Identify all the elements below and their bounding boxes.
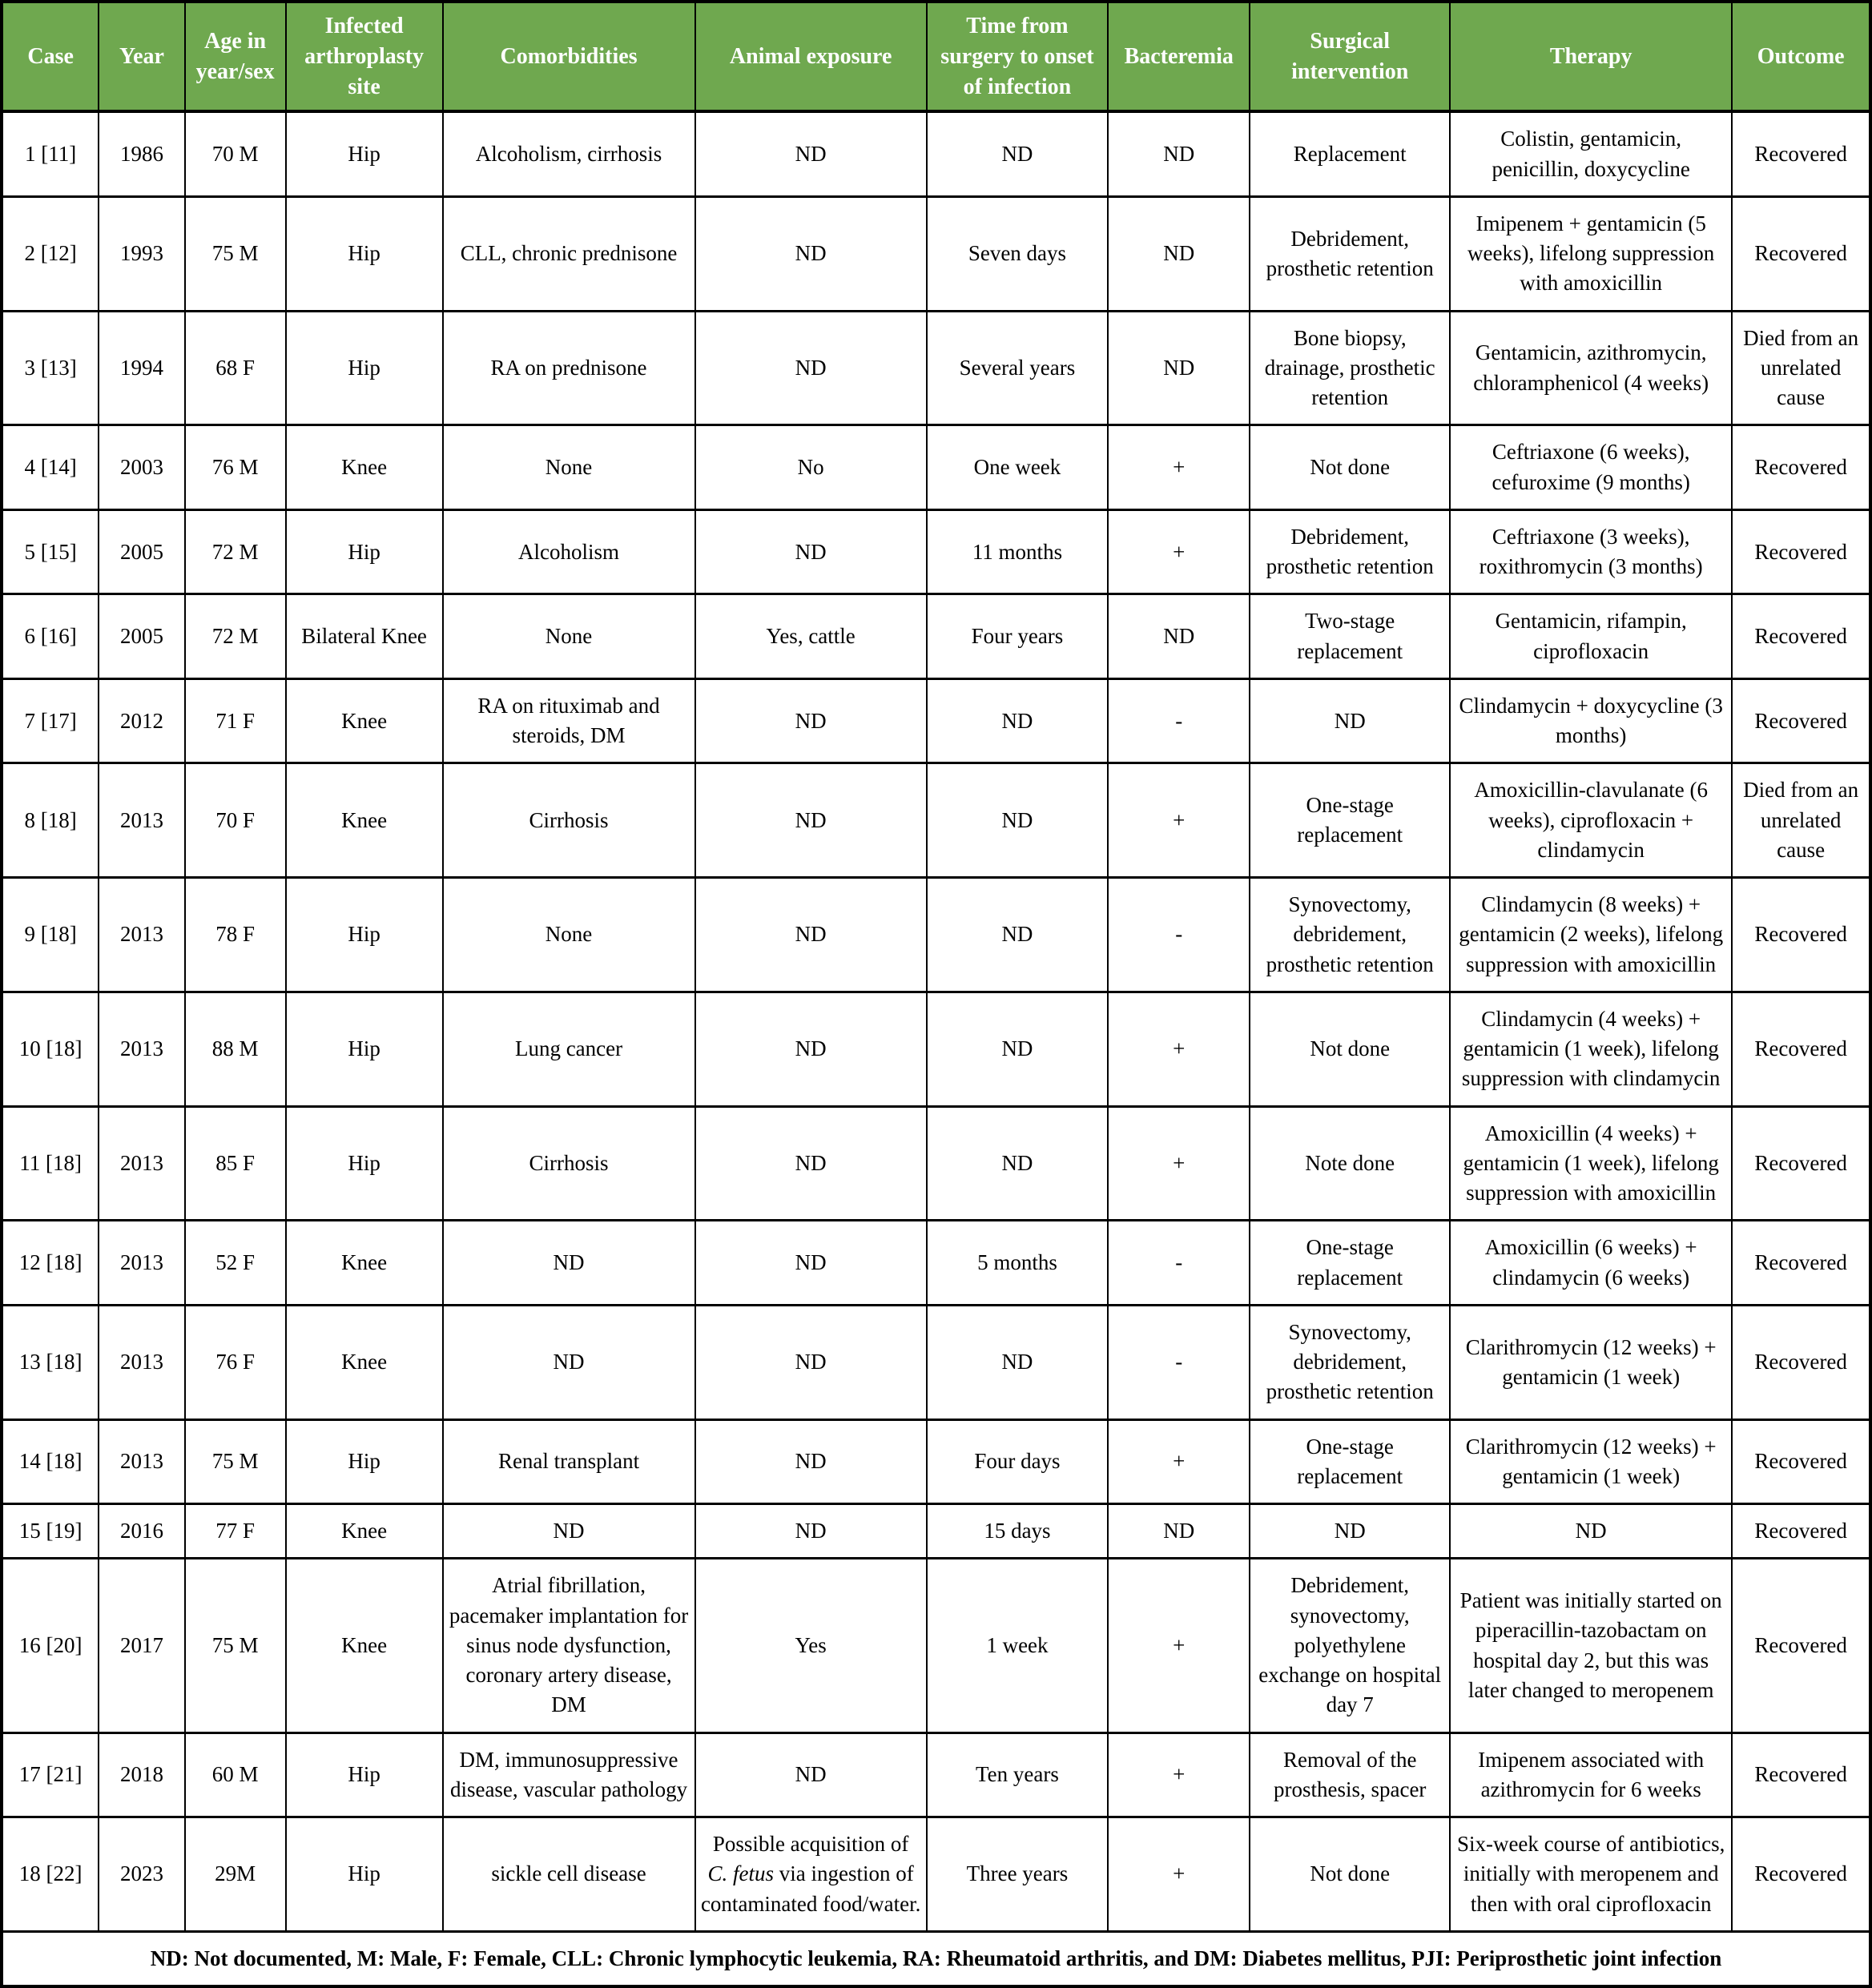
cell-time-to-onset: Several years: [927, 311, 1108, 425]
cell-therapy: Amoxicillin (6 weeks) + clindamycin (6 weeks): [1450, 1221, 1732, 1306]
cell-comorbidities: RA on prednisone: [443, 311, 695, 425]
cell-therapy: Amoxicillin (4 weeks) + gentamicin (1 week), lifelong suppression with amoxicillin: [1450, 1106, 1732, 1221]
cell-animal-exposure: ND: [695, 509, 927, 594]
cell-site: Knee: [286, 1504, 443, 1559]
cell-time-to-onset: Four years: [927, 594, 1108, 679]
cell-animal-exposure: ND: [695, 678, 927, 763]
table-row: [2, 1817, 1870, 1932]
cell-age-sex: 70 M: [185, 111, 286, 196]
cell-case: 6 [16]: [2, 594, 99, 679]
cell-outcome: Recovered: [1732, 1419, 1870, 1504]
cell-site: Hip: [286, 1817, 443, 1932]
cell-animal-exposure: Yes, cattle: [695, 594, 927, 679]
cell-comorbidities: Atrial fibrillation, pacemaker implantation for sinus node dysfunction, coronary artery disease, DM: [443, 1559, 695, 1732]
cell-year: 2005: [99, 594, 184, 679]
cell-case: 15 [19]: [2, 1504, 99, 1559]
table-row: [2, 1732, 1870, 1817]
cell-surgical-intervention: Not done: [1250, 425, 1450, 510]
cell-year: 2013: [99, 1106, 184, 1221]
cell-comorbidities: Cirrhosis: [443, 763, 695, 878]
cell-surgical-intervention: Two-stage replacement: [1250, 594, 1450, 679]
table-body: [2, 111, 1870, 1931]
cell-time-to-onset: Ten years: [927, 1732, 1108, 1817]
table-row: [2, 311, 1870, 425]
cell-animal-exposure: ND: [695, 878, 927, 992]
cell-bacteremia: ND: [1108, 1504, 1250, 1559]
cell-text: via ingestion of contaminated food/water.: [700, 1861, 921, 1916]
table-row: [2, 1221, 1870, 1306]
cell-site: Knee: [286, 678, 443, 763]
cell-surgical-intervention: One-stage replacement: [1250, 1419, 1450, 1504]
cell-outcome: Recovered: [1732, 196, 1870, 311]
cell-animal-exposure: No: [695, 425, 927, 510]
cell-case: 10 [18]: [2, 992, 99, 1106]
table-row: [2, 509, 1870, 594]
cell-surgical-intervention: One-stage replacement: [1250, 1221, 1450, 1306]
cell-therapy: Six-week course of antibiotics, initially with meropenem and then with oral ciprofloxacin: [1450, 1817, 1732, 1932]
cell-surgical-intervention: Synovectomy, debridement, prosthetic retention: [1250, 1305, 1450, 1419]
table-row: [2, 1305, 1870, 1419]
column-header-therapy: Therapy: [1450, 2, 1732, 111]
table-row: [2, 878, 1870, 992]
cell-comorbidities: Alcoholism: [443, 509, 695, 594]
cell-bacteremia: +: [1108, 1559, 1250, 1732]
cell-time-to-onset: ND: [927, 111, 1108, 196]
header-row: [2, 2, 1870, 111]
cell-bacteremia: +: [1108, 992, 1250, 1106]
cell-animal-exposure: ND: [695, 763, 927, 878]
cell-comorbidities: ND: [443, 1504, 695, 1559]
cell-case: 7 [17]: [2, 678, 99, 763]
cell-case: 3 [13]: [2, 311, 99, 425]
cell-time-to-onset: 5 months: [927, 1221, 1108, 1306]
table-row: [2, 594, 1870, 679]
cell-bacteremia: -: [1108, 1221, 1250, 1306]
cell-year: 2013: [99, 1305, 184, 1419]
cell-time-to-onset: ND: [927, 992, 1108, 1106]
cell-surgical-intervention: Note done: [1250, 1106, 1450, 1221]
table-row: [2, 678, 1870, 763]
cell-year: 2016: [99, 1504, 184, 1559]
cell-bacteremia: ND: [1108, 311, 1250, 425]
cell-year: 2013: [99, 992, 184, 1106]
cell-outcome: Recovered: [1732, 1305, 1870, 1419]
cell-bacteremia: -: [1108, 1305, 1250, 1419]
cell-animal-exposure: ND: [695, 1305, 927, 1419]
cell-case: 11 [18]: [2, 1106, 99, 1221]
cell-surgical-intervention: Not done: [1250, 1817, 1450, 1932]
cell-site: Hip: [286, 509, 443, 594]
cell-bacteremia: +: [1108, 1817, 1250, 1932]
cell-surgical-intervention: Bone biopsy, drainage, prosthetic retention: [1250, 311, 1450, 425]
cell-site: Hip: [286, 1732, 443, 1817]
cell-comorbidities: Renal transplant: [443, 1419, 695, 1504]
cell-surgical-intervention: Not done: [1250, 992, 1450, 1106]
column-header-outcome: Outcome: [1732, 2, 1870, 111]
table-row: [2, 1419, 1870, 1504]
cell-bacteremia: +: [1108, 1732, 1250, 1817]
cell-year: 2013: [99, 1221, 184, 1306]
cell-year: 2018: [99, 1732, 184, 1817]
cell-year: 2005: [99, 509, 184, 594]
cell-outcome: Died from an unrelated cause: [1732, 763, 1870, 878]
cell-surgical-intervention: Debridement, prosthetic retention: [1250, 509, 1450, 594]
table-row: [2, 196, 1870, 311]
cell-time-to-onset: Seven days: [927, 196, 1108, 311]
cell-animal-exposure: ND: [695, 1732, 927, 1817]
cell-therapy: Gentamicin, azithromycin, chloramphenicol (4 weeks): [1450, 311, 1732, 425]
table-row: [2, 1559, 1870, 1732]
cell-therapy: Ceftriaxone (6 weeks), cefuroxime (9 months): [1450, 425, 1732, 510]
cell-outcome: Recovered: [1732, 111, 1870, 196]
cell-comorbidities: Alcoholism, cirrhosis: [443, 111, 695, 196]
cell-age-sex: 72 M: [185, 509, 286, 594]
cell-animal-exposure: Yes: [695, 1559, 927, 1732]
cell-outcome: Recovered: [1732, 1817, 1870, 1932]
cell-outcome: Died from an unrelated cause: [1732, 311, 1870, 425]
cell-year: 2023: [99, 1817, 184, 1932]
cell-age-sex: 85 F: [185, 1106, 286, 1221]
cell-age-sex: 78 F: [185, 878, 286, 992]
cell-age-sex: 72 M: [185, 594, 286, 679]
table-footer: [2, 1931, 1870, 1986]
cell-comorbidities: CLL, chronic prednisone: [443, 196, 695, 311]
cell-therapy: Colistin, gentamicin, penicillin, doxycycline: [1450, 111, 1732, 196]
cell-bacteremia: +: [1108, 763, 1250, 878]
cell-outcome: Recovered: [1732, 1106, 1870, 1221]
cell-year: 2003: [99, 425, 184, 510]
cell-age-sex: 60 M: [185, 1732, 286, 1817]
cell-therapy: Clarithromycin (12 weeks) + gentamicin (1 week): [1450, 1305, 1732, 1419]
cell-outcome: Recovered: [1732, 678, 1870, 763]
cell-outcome: Recovered: [1732, 1504, 1870, 1559]
cell-year: 1993: [99, 196, 184, 311]
cell-animal-exposure: ND: [695, 1221, 927, 1306]
species-name-italic: C. fetus: [707, 1861, 775, 1886]
cell-surgical-intervention: ND: [1250, 1504, 1450, 1559]
cell-outcome: Recovered: [1732, 1732, 1870, 1817]
cell-surgical-intervention: Debridement, synovectomy, polyethylene exchange on hospital day 7: [1250, 1559, 1450, 1732]
cell-site: Hip: [286, 878, 443, 992]
cell-bacteremia: +: [1108, 509, 1250, 594]
cell-site: Knee: [286, 763, 443, 878]
cell-site: Knee: [286, 1221, 443, 1306]
table-row: [2, 763, 1870, 878]
cell-case: 2 [12]: [2, 196, 99, 311]
column-header-bacteremia: Bacteremia: [1108, 2, 1250, 111]
cell-year: 2012: [99, 678, 184, 763]
column-header-comorbidities: Comorbidities: [443, 2, 695, 111]
cell-case: 1 [11]: [2, 111, 99, 196]
cell-bacteremia: ND: [1108, 196, 1250, 311]
cell-bacteremia: -: [1108, 878, 1250, 992]
abbreviations-row: [2, 1931, 1870, 1986]
column-header-year: Year: [99, 2, 184, 111]
cell-animal-exposure: ND: [695, 992, 927, 1106]
cell-case: 8 [18]: [2, 763, 99, 878]
cell-time-to-onset: ND: [927, 1106, 1108, 1221]
cell-therapy: Patient was initially started on piperacillin-tazobactam on hospital day 2, but this was later changed to meropenem: [1450, 1559, 1732, 1732]
cell-animal-exposure: ND: [695, 1106, 927, 1221]
cell-site: Bilateral Knee: [286, 594, 443, 679]
cell-comorbidities: DM, immunosuppressive disease, vascular pathology: [443, 1732, 695, 1817]
cell-animal-exposure: ND: [695, 1504, 927, 1559]
cell-comorbidities: None: [443, 878, 695, 992]
cell-bacteremia: -: [1108, 678, 1250, 763]
cell-animal-exposure: ND: [695, 111, 927, 196]
cell-therapy: Ceftriaxone (3 weeks), roxithromycin (3 months): [1450, 509, 1732, 594]
table-row: [2, 1106, 1870, 1221]
cell-bacteremia: +: [1108, 425, 1250, 510]
cell-case: 9 [18]: [2, 878, 99, 992]
cell-bacteremia: +: [1108, 1419, 1250, 1504]
table-header: [2, 2, 1870, 111]
cell-year: 2017: [99, 1559, 184, 1732]
cell-comorbidities: sickle cell disease: [443, 1817, 695, 1932]
cell-outcome: Recovered: [1732, 425, 1870, 510]
cell-site: Hip: [286, 1419, 443, 1504]
cell-animal-exposure: ND: [695, 1419, 927, 1504]
cell-age-sex: 70 F: [185, 763, 286, 878]
cell-case: 14 [18]: [2, 1419, 99, 1504]
cell-therapy: Amoxicillin-clavulanate (6 weeks), ciprofloxacin + clindamycin: [1450, 763, 1732, 878]
cell-surgical-intervention: Replacement: [1250, 111, 1450, 196]
cell-therapy: ND: [1450, 1504, 1732, 1559]
cell-comorbidities: RA on rituximab and steroids, DM: [443, 678, 695, 763]
table-row: [2, 992, 1870, 1106]
cell-case: 12 [18]: [2, 1221, 99, 1306]
column-header-animal-exposure: Animal exposure: [695, 2, 927, 111]
cell-site: Hip: [286, 311, 443, 425]
cell-comorbidities: ND: [443, 1221, 695, 1306]
cell-site: Hip: [286, 196, 443, 311]
column-header-site: Infected arthroplasty site: [286, 2, 443, 111]
cell-age-sex: 29M: [185, 1817, 286, 1932]
abbreviations-note: ND: Not documented, M: Male, F: Female, CLL: Chronic lymphocytic leukemia, RA: Rheumatoid arthritis, and DM: Diabetes mellitus, PJI: Periprosthetic joint infection: [2, 1931, 1870, 1986]
cell-comorbidities: None: [443, 594, 695, 679]
cell-time-to-onset: Three years: [927, 1817, 1108, 1932]
cell-case: 5 [15]: [2, 509, 99, 594]
cell-age-sex: 71 F: [185, 678, 286, 763]
cell-time-to-onset: ND: [927, 1305, 1108, 1419]
cell-time-to-onset: 11 months: [927, 509, 1108, 594]
cell-animal-exposure: ND: [695, 196, 927, 311]
cell-time-to-onset: Four days: [927, 1419, 1108, 1504]
cell-surgical-intervention: Removal of the prosthesis, spacer: [1250, 1732, 1450, 1817]
cell-age-sex: 88 M: [185, 992, 286, 1106]
cell-surgical-intervention: One-stage replacement: [1250, 763, 1450, 878]
cell-therapy: Clindamycin (8 weeks) + gentamicin (2 weeks), lifelong suppression with amoxicillin: [1450, 878, 1732, 992]
cell-therapy: Clarithromycin (12 weeks) + gentamicin (1 week): [1450, 1419, 1732, 1504]
cell-therapy: Imipenem associated with azithromycin for 6 weeks: [1450, 1732, 1732, 1817]
cell-site: Hip: [286, 992, 443, 1106]
cell-time-to-onset: ND: [927, 763, 1108, 878]
cell-case: 13 [18]: [2, 1305, 99, 1419]
cell-age-sex: 76 F: [185, 1305, 286, 1419]
cell-year: 1994: [99, 311, 184, 425]
cell-year: 2013: [99, 878, 184, 992]
cell-therapy: Imipenem + gentamicin (5 weeks), lifelong suppression with amoxicillin: [1450, 196, 1732, 311]
cell-time-to-onset: 15 days: [927, 1504, 1108, 1559]
cell-year: 1986: [99, 111, 184, 196]
cell-animal-exposure: ND: [695, 311, 927, 425]
cell-year: 2013: [99, 763, 184, 878]
cell-bacteremia: +: [1108, 1106, 1250, 1221]
cell-outcome: Recovered: [1732, 878, 1870, 992]
cell-therapy: Clindamycin (4 weeks) + gentamicin (1 week), lifelong suppression with clindamycin: [1450, 992, 1732, 1106]
cell-comorbidities: None: [443, 425, 695, 510]
cell-animal-exposure: [695, 1817, 927, 1932]
table-row: [2, 111, 1870, 196]
cell-case: 18 [22]: [2, 1817, 99, 1932]
cell-text: Possible acquisition of: [712, 1832, 909, 1857]
cell-comorbidities: Lung cancer: [443, 992, 695, 1106]
cell-outcome: Recovered: [1732, 509, 1870, 594]
cell-case: 17 [21]: [2, 1732, 99, 1817]
cell-bacteremia: ND: [1108, 594, 1250, 679]
cell-surgical-intervention: Synovectomy, debridement, prosthetic retention: [1250, 878, 1450, 992]
column-header-age-sex: Age in year/sex: [185, 2, 286, 111]
cell-therapy: Clindamycin + doxycycline (3 months): [1450, 678, 1732, 763]
cell-outcome: Recovered: [1732, 594, 1870, 679]
cell-outcome: Recovered: [1732, 1221, 1870, 1306]
column-header-case: Case: [2, 2, 99, 111]
cell-age-sex: 75 M: [185, 1559, 286, 1732]
cell-case: 16 [20]: [2, 1559, 99, 1732]
cell-age-sex: 75 M: [185, 1419, 286, 1504]
table-row: [2, 1504, 1870, 1559]
cell-age-sex: 76 M: [185, 425, 286, 510]
cell-time-to-onset: ND: [927, 678, 1108, 763]
column-header-time-to-onset: Time from surgery to onset of infection: [927, 2, 1108, 111]
cell-surgical-intervention: Debridement, prosthetic retention: [1250, 196, 1450, 311]
cell-therapy: Gentamicin, rifampin, ciprofloxacin: [1450, 594, 1732, 679]
cell-year: 2013: [99, 1419, 184, 1504]
cell-comorbidities: Cirrhosis: [443, 1106, 695, 1221]
cell-site: Hip: [286, 1106, 443, 1221]
cell-surgical-intervention: ND: [1250, 678, 1450, 763]
cell-comorbidities: ND: [443, 1305, 695, 1419]
cell-bacteremia: ND: [1108, 111, 1250, 196]
cell-time-to-onset: 1 week: [927, 1559, 1108, 1732]
cell-age-sex: 77 F: [185, 1504, 286, 1559]
cell-age-sex: 75 M: [185, 196, 286, 311]
cell-site: Knee: [286, 1305, 443, 1419]
cell-age-sex: 52 F: [185, 1221, 286, 1306]
cell-time-to-onset: One week: [927, 425, 1108, 510]
cell-outcome: Recovered: [1732, 1559, 1870, 1732]
cell-age-sex: 68 F: [185, 311, 286, 425]
cell-site: Hip: [286, 111, 443, 196]
cell-case: 4 [14]: [2, 425, 99, 510]
table-row: [2, 425, 1870, 510]
column-header-surgical-intervention: Surgical intervention: [1250, 2, 1450, 111]
cell-outcome: Recovered: [1732, 992, 1870, 1106]
cell-site: Knee: [286, 425, 443, 510]
cell-time-to-onset: ND: [927, 878, 1108, 992]
cell-site: Knee: [286, 1559, 443, 1732]
